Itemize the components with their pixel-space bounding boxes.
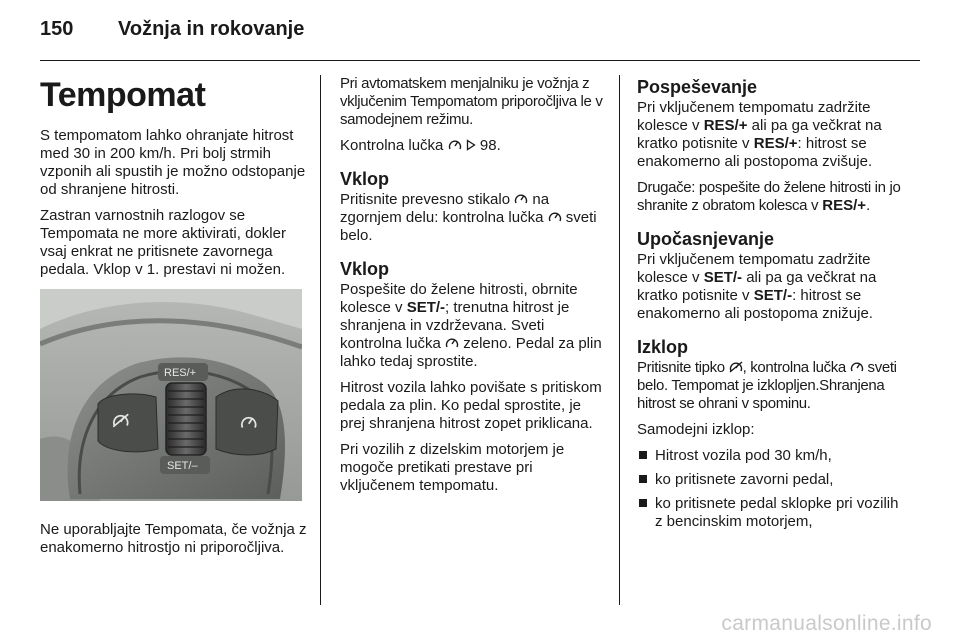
heading-upocasnjevanje: Upočasnjevanje bbox=[637, 229, 775, 249]
header-rule bbox=[40, 60, 920, 61]
res-plus-term: RES/+ bbox=[753, 135, 798, 152]
cruise-control-icon bbox=[514, 193, 528, 205]
safety-paragraph: Zastran varnostnih razlogov se Tempomata ne more aktivirati, dokler vsaj enkrat ne pritisnete zavornega pedala. Vklop v 1. prestavi ni možen. bbox=[40, 207, 286, 278]
cruise-off-icon bbox=[729, 361, 743, 373]
iz1-text-c: sveti belo. Tempomat je izklopljen.Shranjena hitrost se ohrani v spominu. bbox=[637, 359, 897, 412]
heading-izklop: Izklop bbox=[637, 337, 689, 357]
vklop-2-paragraph bbox=[340, 281, 605, 371]
intro-paragraph: S tempomatom lahko ohranjate hitrost med 30 in 200 km/h. Pri bolj strmih vzponih ali spustih je možno odstopanje od shranjene hitrosti. bbox=[40, 127, 306, 198]
page-reference: 98. bbox=[479, 137, 501, 154]
upocasnjevanje-paragraph bbox=[637, 251, 907, 323]
indicator-reference bbox=[340, 137, 605, 155]
vklop-1-text-a: Pritisnite prevesno stikalo bbox=[340, 191, 511, 208]
vklop-1-paragraph bbox=[340, 191, 605, 245]
ps1-text-a: Pri vključenem tempomatu zadržite kolesce v bbox=[637, 99, 871, 134]
iz1-text-b: , kontrolna lučka bbox=[742, 359, 846, 376]
chapter-title: Vožnja in rokovanje bbox=[118, 18, 305, 40]
vklop-2-text-a: Pospešite do želene hitrosti, obrnite kolesce v bbox=[340, 281, 578, 316]
warning-paragraph: Ne uporabljajte Tempomata, če vožnja z enakomerno hitrostjo ni priporočljiva. bbox=[40, 521, 307, 556]
pospesevanje-paragraph-2 bbox=[637, 179, 907, 215]
list-item: Hitrost vozila pod 30 km/h, bbox=[637, 447, 907, 465]
cruise-control-icon bbox=[445, 337, 459, 349]
heading-vklop-1: Vklop bbox=[340, 169, 390, 189]
column-1 bbox=[40, 75, 310, 565]
res-plus-term: RES/+ bbox=[822, 197, 867, 214]
vklop-2-text-c: zeleno. Pedal za plin lahko tedaj sprostite. bbox=[340, 335, 602, 370]
watermark: carmanualsonline.info bbox=[721, 612, 932, 635]
vklop-2-text-b: ; trenutna hitrost je shranjena in vzdrževana. Sveti kontrolna lučka bbox=[340, 299, 570, 352]
auto-off-label: Samodejni izklop: bbox=[637, 421, 755, 438]
list-item: ko pritisnete pedal sklopke pri vozilih z bencinskim motorjem, bbox=[637, 495, 907, 531]
page-header bbox=[40, 18, 920, 48]
column-3 bbox=[637, 75, 907, 537]
up1-text-b: ali pa ga večkrat na kratko potisnite v bbox=[637, 269, 877, 304]
accelerate-paragraph: Hitrost vozila lahko povišate s pritiskom pedala za plin. Ko pedal sprostite, je prej shranjena hitrost zopet priklicana. bbox=[340, 379, 602, 432]
column-2 bbox=[340, 75, 605, 503]
vklop-1-text-b: na zgornjem delu: kontrolna lučka bbox=[340, 191, 550, 226]
set-minus-term: SET/- bbox=[406, 299, 446, 316]
cruise-control-icon bbox=[448, 139, 462, 151]
set-minus-term: SET/- bbox=[753, 287, 793, 304]
list-item: ko pritisnete zavorni pedal, bbox=[637, 471, 907, 489]
ps2-text-a: Drugače: pospešite do želene hitrosti in jo shranite z obratom kolesca v bbox=[637, 179, 901, 214]
diesel-paragraph: Pri vozilih z dizelskim motorjem je mogoče pretikati prestave pri vključenem tempomatu. bbox=[340, 441, 565, 494]
steering-wheel-drawing bbox=[40, 289, 302, 501]
page-reference-icon bbox=[466, 139, 476, 151]
set-minus-term: SET/- bbox=[703, 269, 743, 286]
column-divider-1 bbox=[320, 75, 321, 605]
ps1-text-c: : hitrost se enakomerno ali postopoma zvišuje. bbox=[637, 135, 873, 170]
cruise-control-icon bbox=[850, 361, 864, 373]
cruise-control-icon bbox=[548, 211, 562, 223]
steering-wheel-controls-illustration bbox=[40, 289, 302, 501]
heading-vklop-2: Vklop bbox=[340, 259, 390, 279]
up1-text-c: : hitrost se enakomerno ali postopoma znižuje. bbox=[637, 287, 873, 322]
up1-text-a: Pri vključenem tempomatu zadržite kolesce v bbox=[637, 251, 871, 286]
izklop-paragraph bbox=[637, 359, 907, 413]
automatic-transmission-paragraph: Pri avtomatskem menjalniku je vožnja z vključenim Tempomatom priporočljiva le v samodejnem režimu. bbox=[340, 75, 603, 128]
res-plus-label: RES/+ bbox=[164, 367, 197, 379]
res-plus-term: RES/+ bbox=[703, 117, 748, 134]
ps1-text-b: ali pa ga večkrat na kratko potisnite v bbox=[637, 117, 882, 152]
page-number: 150 bbox=[40, 18, 74, 40]
auto-off-list bbox=[637, 447, 907, 531]
heading-pospesevanje: Pospeševanje bbox=[637, 77, 758, 97]
ps2-text-end: . bbox=[866, 197, 871, 214]
column-divider-2 bbox=[619, 75, 620, 605]
vklop-1-text-c: sveti belo. bbox=[340, 209, 597, 244]
pospesevanje-paragraph-1 bbox=[637, 99, 907, 171]
set-minus-label: SET/– bbox=[167, 460, 198, 472]
section-title: Tempomat bbox=[40, 76, 206, 114]
iz1-text-a: Pritisnite tipko bbox=[637, 359, 725, 376]
indicator-reference-text: Kontrolna lučka bbox=[340, 137, 444, 154]
